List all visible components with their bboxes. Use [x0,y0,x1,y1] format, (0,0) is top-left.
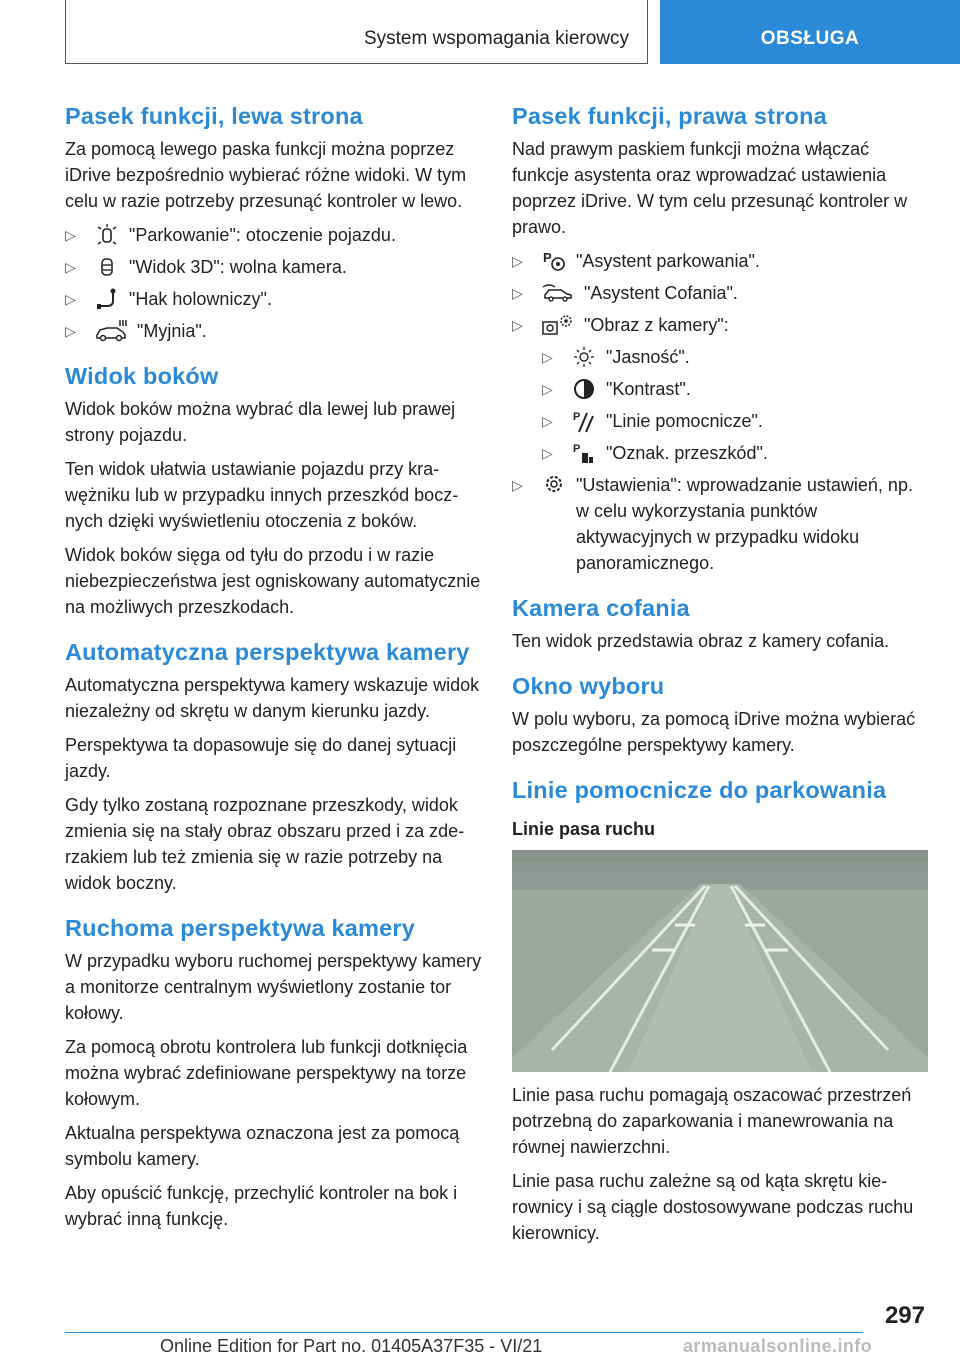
list-item-text: "Oznak. przeszkód". [606,443,768,463]
paragraph: Widok boków sięga od tyłu do przodu i w razie niebezpieczeństwa jest ogniskowany automatycznie na możliwych przeszkodach. [65,545,481,617]
parking-assistant-icon [540,249,568,273]
left-column [65,100,483,1240]
triangle-bullet-icon: ▷ [542,445,553,461]
list-item-text: "Parkowanie": otoczenie pojazdu. [129,225,396,245]
list-item [512,312,930,338]
section-linie-pomocnicze [512,774,930,1246]
footer-edition: Online Edition for Part no. 01405A37F35 - VI/21 [160,1336,543,1356]
section-pasek-lewa [65,100,483,344]
list-item [542,440,930,466]
list-item [542,344,930,370]
list-item-text: "Widok 3D": wolna kamera. [129,257,347,277]
watermark: armanualsonline.info [683,1336,873,1356]
section-kamera-cofania [512,592,930,654]
gear-icon [540,472,568,496]
list-item-text: "Obraz z kamery": [584,315,729,335]
brightness-icon [570,345,598,369]
section-title: Widok boków [65,363,219,389]
paragraph: Widok boków można wybrać dla lewej lub prawej strony pojazdu. [65,399,456,445]
section-ruchoma-perspektywa [65,912,483,1232]
header-tab [660,0,960,64]
camera-settings-icon [540,313,576,337]
paragraph: Nad prawym paskiem funkcji można włączać funkcje asystenta oraz wprowadzać ustawienia poprzez iDrive. W tym celu przesunąć kontroler w prawo. [512,139,908,237]
triangle-bullet-icon: ▷ [512,253,523,269]
list-item [65,222,483,248]
list-item-text: "Jasność". [606,347,690,367]
list-item [542,376,930,402]
section-title: Linie pomocnicze do parkowania [512,777,887,803]
list-item [512,472,930,576]
paragraph: Automatyczna perspektywa kamery wskazuje widok niezależny od skrętu w danym kierunku jazdy. [65,675,480,721]
tow-hitch-icon [93,287,121,311]
section-title: Ruchoma perspektywa kamery [65,915,416,941]
section-okno-wyboru [512,670,930,758]
lane-lines-camera-image [512,850,928,1072]
paragraph: Ten widok ułatwia ustawianie pojazdu przy krawężniku lub w przypadku innych przeszkód bocznych dzięki wyświetleniu otoczenia z boków. [65,459,459,531]
list-item-text: "Linie pomocnicze". [606,411,763,431]
header-section-box [65,0,648,64]
section-widok-bokow [65,360,483,620]
paragraph: W polu wyboru, za pomocą iDrive można wybierać poszczególne perspektywy kamery. [512,709,916,755]
paragraph: W przypadku wyboru ruchomej perspektywy kamery a monitorze centralnym wyświetlony zostanie tor kołowy. [65,951,482,1023]
triangle-bullet-icon: ▷ [542,381,553,397]
right-column [512,100,930,1254]
parking-view-icon [93,223,121,247]
triangle-bullet-icon: ▷ [65,259,76,275]
triangle-bullet-icon: ▷ [542,349,553,365]
page-number: 297 [884,1302,925,1329]
section-title: Okno wyboru [512,673,665,699]
obstacle-marking-icon [570,441,598,465]
paragraph: Za pomocą obrotu kontrolera lub funkcji dotknięcia można wybrać zdefiniowane perspektywy na torze kołowym. [65,1037,468,1109]
header-tab-label: OBSŁUGA [760,28,860,49]
view-3d-icon [93,255,121,279]
list-item [512,248,930,274]
list-item-text: "Kontrast". [606,379,691,399]
section-title: Automatyczna perspektywa kamery [65,639,470,665]
triangle-bullet-icon: ▷ [65,227,76,243]
svg-text:P: P [543,250,552,265]
list-item [65,286,483,312]
paragraph: Perspektywa ta dopasowuje się do danej sytuacji jazdy. [65,735,457,781]
paragraph: Aby opuścić funkcję, przechylić kontroler na bok i wybrać inną funkcję. [65,1183,458,1229]
contrast-icon [570,377,598,401]
triangle-bullet-icon: ▷ [512,285,523,301]
svg-text:P: P [573,411,581,423]
list-item-text: "Asystent Cofania". [584,283,738,303]
list-item [512,280,930,306]
section-title: Pasek funkcji, prawa strona [512,103,827,129]
triangle-bullet-icon: ▷ [65,323,76,339]
triangle-bullet-icon: ▷ [65,291,76,307]
section-title: Kamera cofania [512,595,690,621]
paragraph: Linie pasa ruchu zależne są od kąta skrętu kierownicy i są ciągle dostosowywane podczas ruchu kierownicy. [512,1171,914,1243]
paragraph: Ten widok przedstawia obraz z kamery cofania. [512,631,890,651]
reversing-assistant-icon [540,281,576,305]
paragraph: Gdy tylko zostaną rozpoznane przeszkody, widok zmienia się na stały obraz obszaru przed i za zderzakiem lub też zmienia się w razie potrzeby na widok boczny. [65,795,465,893]
list-item [65,254,483,280]
svg-text:P: P [573,443,581,455]
guide-lines-icon [570,409,598,433]
section-automatyczna-perspektywa [65,636,483,896]
paragraph: Linie pasa ruchu pomagają oszacować przestrzeń potrzebną do zaparkowania i manewrowania na równej nawierzchni. [512,1085,912,1157]
list-item-text: "Asystent parkowania". [576,251,760,271]
triangle-bullet-icon: ▷ [512,477,523,493]
section-title: Pasek funkcji, lewa strona [65,103,363,129]
car-wash-icon [93,319,129,343]
list-item [542,408,930,434]
list-item [65,318,483,344]
paragraph: Za pomocą lewego paska funkcji można poprzez iDrive bezpośrednio wybierać różne widoki. W tym celu w razie potrzeby przesunąć kontroler w lewo. [65,139,467,211]
list-item-text: "Myjnia". [137,321,207,341]
list-item-text: "Ustawienia": wprowadzanie ustawień, np. w celu wykorzystania punktów aktywacyjnych w przypadku widoku panoramicznego. [576,475,913,573]
paragraph: Aktualna perspektywa oznaczona jest za pomocą symbolu kamery. [65,1123,460,1169]
header-section-title: System wspomagania kierowcy [363,28,629,49]
triangle-bullet-icon: ▷ [542,413,553,429]
triangle-bullet-icon: ▷ [512,317,523,333]
subsection-title: Linie pasa ruchu [512,819,656,839]
section-pasek-prawa [512,100,930,576]
footer-divider [65,1332,863,1333]
list-item-text: "Hak holowniczy". [129,289,272,309]
